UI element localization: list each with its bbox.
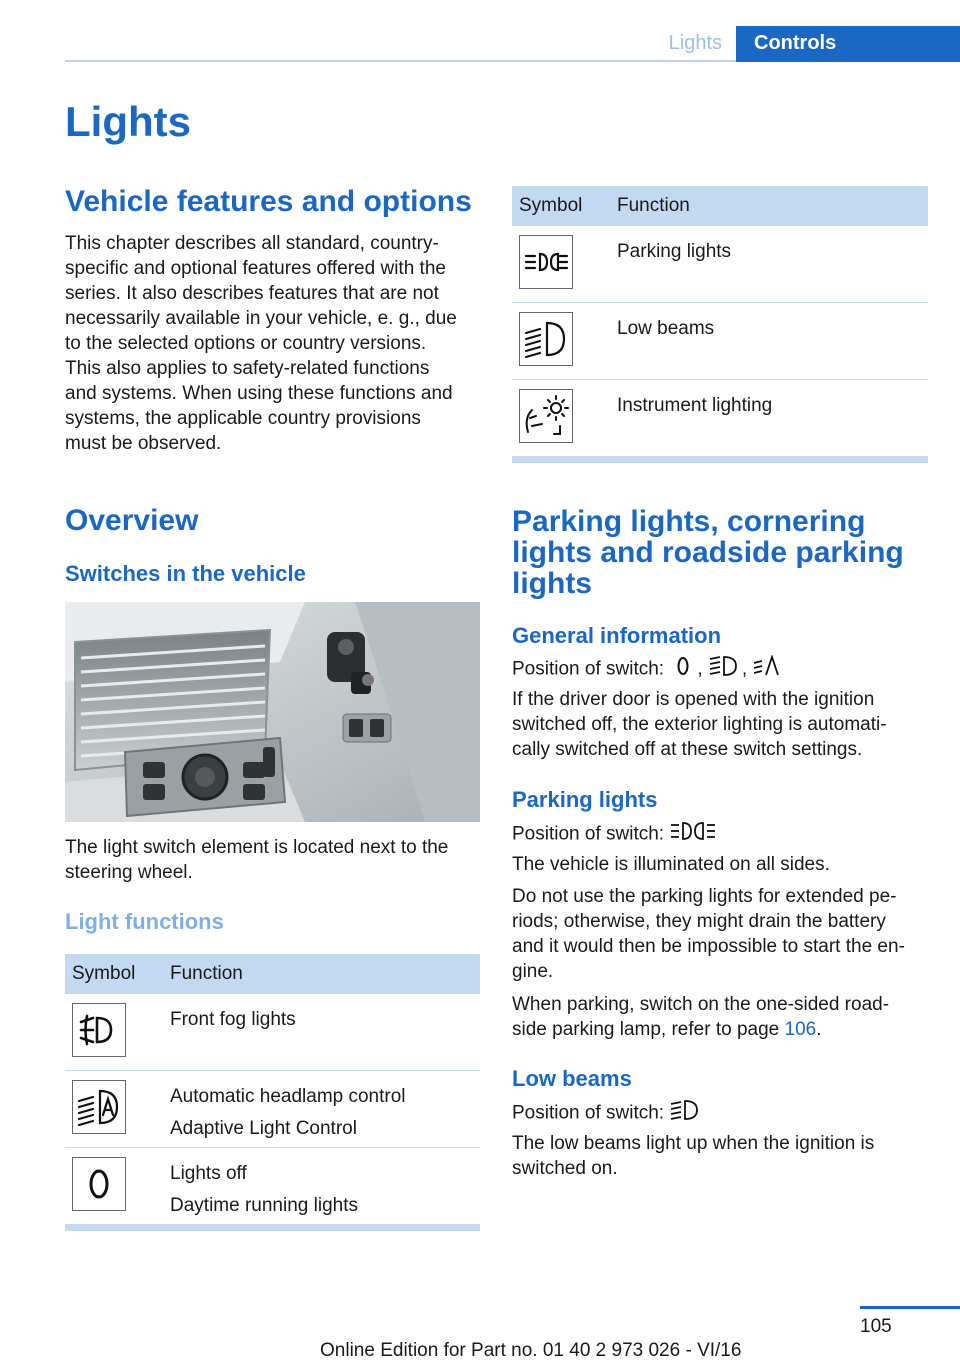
page-number: 105 — [860, 1316, 892, 1337]
col-symbol-header: Symbol — [519, 195, 583, 216]
switches-heading: Switches in the vehicle — [65, 561, 306, 586]
light-switch-photo — [65, 602, 480, 822]
light-functions-table-continued — [512, 186, 928, 463]
features-body: This chapter describes all standard, country- specific and optional features offered with the series. It also describes features that are not necessarily available in your vehicle, e. g., due to the selected options or country versions. This also applies to safety-related functions and systems. When using these functions and systems, the applicable country provisions must be observed. — [65, 233, 457, 454]
table-row — [65, 994, 480, 1071]
function-text: Low beams — [617, 318, 715, 339]
lights-off-icon — [72, 1157, 126, 1211]
table-row — [512, 226, 928, 303]
overview-heading: Overview — [65, 504, 199, 537]
header-section-tab[interactable]: Lights — [668, 32, 722, 54]
table-end-bar — [512, 457, 928, 463]
features-heading: Vehicle features and options — [65, 185, 472, 218]
function-text: Lights off Daytime running lights — [170, 1163, 358, 1216]
light-functions-heading: Light functions — [65, 909, 224, 934]
header-chapter-tab[interactable]: Controls — [736, 26, 960, 62]
automatic-headlamp-icon — [752, 655, 786, 684]
edition-footer: Online Edition for Part no. 01 40 2 973 026 - VI/16 — [320, 1340, 742, 1361]
general-position-line: Position of switch: , , — [512, 655, 928, 684]
parking-lights-heading: Parking lights, cornering lights and roadside parking lights — [512, 505, 904, 600]
table-row — [512, 380, 928, 457]
col-function-header: Function — [170, 963, 243, 984]
function-text: Instrument lighting — [617, 395, 773, 416]
parking-lights-icon — [519, 235, 573, 289]
seat-buttons — [343, 714, 391, 742]
parking-body-1: The vehicle is illuminated on all sides. — [512, 854, 830, 875]
function-text: Parking lights — [617, 241, 732, 262]
parking-lights-subheading: Parking lights — [512, 787, 658, 812]
parking-lights-icon — [669, 820, 719, 849]
light-functions-table — [65, 954, 480, 1231]
page-reference-link[interactable]: 106 — [784, 1019, 817, 1040]
general-body: If the driver door is opened with the ignition switched off, the exterior lighting is automati- cally switched off at these switch settings. — [512, 689, 887, 760]
table-header — [512, 186, 928, 226]
light-switch-panel — [125, 738, 285, 816]
instrument-lighting-icon — [519, 389, 573, 443]
table-row — [65, 1148, 480, 1225]
lights-off-icon — [669, 655, 697, 684]
col-function-header: Function — [617, 195, 690, 216]
low-beams-icon — [519, 312, 573, 366]
general-information-heading: General information — [512, 623, 722, 648]
low-beams-icon — [669, 1099, 703, 1128]
page-title: Lights — [65, 98, 191, 145]
table-row — [512, 303, 928, 380]
parking-position-line: Position of switch: — [512, 820, 928, 849]
col-symbol-header: Symbol — [72, 963, 136, 984]
parking-body-2: Do not use the parking lights for extended pe- riods; otherwise, they might drain the battery and it would then be impossible to start the en- gine. — [512, 886, 905, 982]
function-text: Automatic headlamp control Adaptive Light Control — [170, 1086, 406, 1139]
front-fog-lights-icon — [72, 1003, 126, 1057]
parking-body-3: When parking, switch on the one-sided road- side parking lamp, refer to page 106. — [512, 994, 890, 1040]
low-beams-body: The low beams light up when the ignition is switched on. — [512, 1133, 875, 1179]
low-position-line: Position of switch: — [512, 1099, 928, 1128]
table-header — [65, 954, 480, 994]
function-text: Front fog lights — [170, 1009, 296, 1030]
table-end-bar — [65, 1225, 480, 1231]
dashboard-illustration — [65, 602, 480, 822]
automatic-headlamp-icon — [72, 1080, 126, 1134]
low-beams-heading: Low beams — [512, 1066, 632, 1091]
parking-lights-icon — [708, 655, 742, 684]
table-row — [65, 1071, 480, 1148]
switch-caption: The light switch element is located next to the steering wheel. — [65, 837, 449, 883]
footer-rule — [860, 1306, 960, 1309]
